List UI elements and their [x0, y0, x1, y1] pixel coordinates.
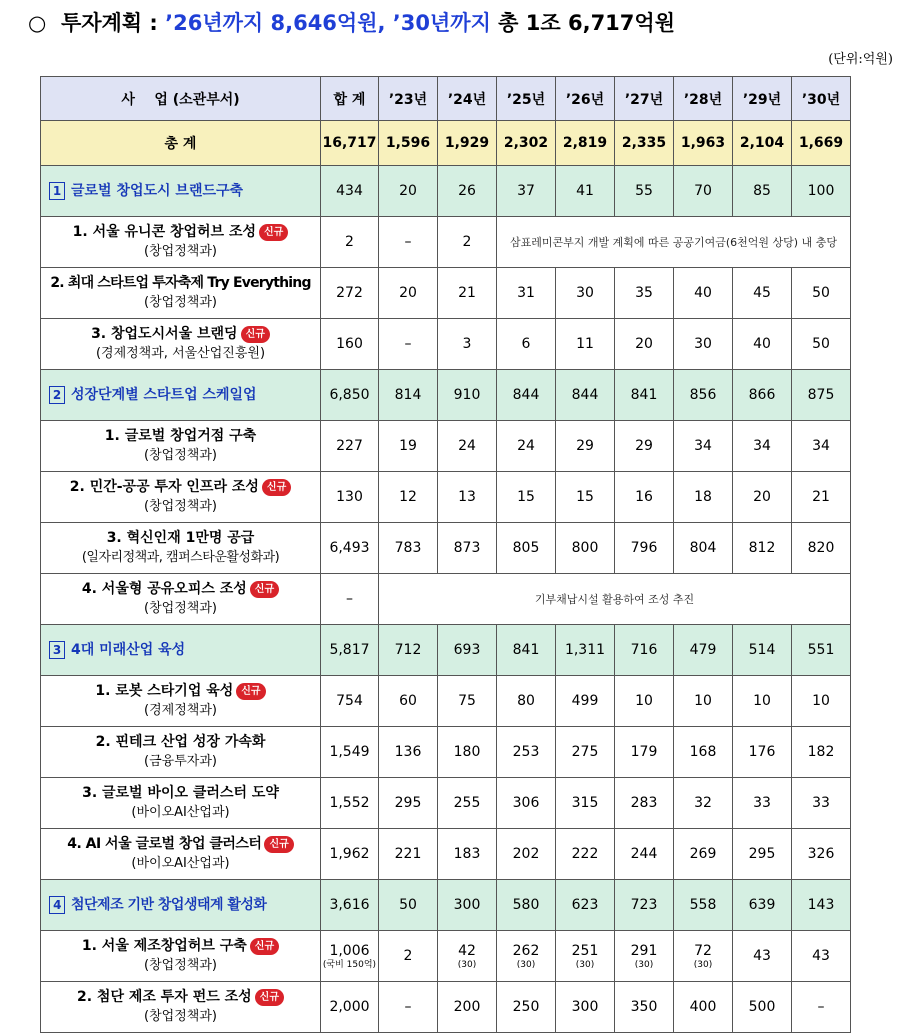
project-value: 12	[379, 472, 438, 523]
header-year: ’30년	[792, 77, 851, 121]
category-value: 479	[674, 625, 733, 676]
category-value: 558	[674, 880, 733, 931]
new-badge: 신규	[255, 989, 284, 1006]
project-dept: (창업정책과)	[144, 601, 217, 616]
category-name: 성장단계별 스타트업 스케일업	[71, 386, 257, 403]
project-value: 804	[674, 523, 733, 574]
header-year: ’27년	[615, 77, 674, 121]
category-total: 3,616	[321, 880, 379, 931]
project-value: 13	[438, 472, 497, 523]
category-name-cell	[41, 370, 321, 421]
category-value: 693	[438, 625, 497, 676]
project-value: 50	[792, 319, 851, 370]
project-value: 43	[792, 931, 851, 982]
new-badge: 신규	[250, 938, 279, 955]
project-value: 168	[674, 727, 733, 778]
category-value: 910	[438, 370, 497, 421]
project-name: 2. 민간-공공 투자 인프라 조성	[69, 479, 259, 495]
table-row	[41, 421, 851, 472]
category-value: 623	[556, 880, 615, 931]
project-total: 1,549	[321, 727, 379, 778]
project-value: 75	[438, 676, 497, 727]
project-value: 295	[733, 829, 792, 880]
project-value	[674, 931, 733, 982]
category-value: 866	[733, 370, 792, 421]
project-dept: (경제정책과)	[144, 703, 217, 718]
project-value	[438, 931, 497, 982]
header-project: 사 업 (소관부서)	[41, 77, 321, 121]
project-value: 45	[733, 268, 792, 319]
project-value-sub: (30)	[516, 959, 536, 970]
unit-label: (단위:억원)	[828, 52, 893, 67]
project-value: 21	[438, 268, 497, 319]
project-name: 2. 첨단 제조 투자 펀드 조성	[77, 989, 252, 1005]
new-badge: 신규	[236, 683, 265, 700]
project-dept: (경제정책과, 서울산업진흥원)	[95, 346, 266, 361]
project-value: 35	[615, 268, 674, 319]
project-value: 15	[497, 472, 556, 523]
table-row	[41, 217, 851, 268]
project-value: 19	[379, 421, 438, 472]
project-value: 300	[556, 982, 615, 1033]
project-value: 3	[438, 319, 497, 370]
table-row	[41, 727, 851, 778]
project-name: 1. 서울 제조창업허브 구축	[81, 938, 247, 954]
project-total: 227	[321, 421, 379, 472]
project-value-sub: (30)	[575, 959, 595, 970]
header-year: ’29년	[733, 77, 792, 121]
project-cell	[41, 778, 321, 829]
category-total: 6,850	[321, 370, 379, 421]
project-value: 50	[792, 268, 851, 319]
project-value: 275	[556, 727, 615, 778]
project-value: 30	[556, 268, 615, 319]
project-cell	[41, 727, 321, 778]
project-total: 1,552	[321, 778, 379, 829]
project-name: 4. 서울형 공유오피스 조성	[81, 581, 247, 597]
project-name: 4. AI 서울 글로벌 창업 클러스터	[67, 836, 262, 852]
project-value-sub: (30)	[634, 959, 654, 970]
project-cell	[41, 217, 321, 268]
project-value: 32	[674, 778, 733, 829]
table-header-row	[41, 77, 851, 121]
project-cell	[41, 829, 321, 880]
project-name: 2. 최대 스타트업 투자축제 Try Everything	[50, 275, 311, 291]
table-row	[41, 472, 851, 523]
grand-total-label: 총 계	[41, 121, 321, 166]
project-value	[379, 931, 438, 982]
project-value: 183	[438, 829, 497, 880]
project-value: 179	[615, 727, 674, 778]
project-note: 삼표레미콘부지 개발 계획에 따른 공공기여금(6천억원 상당) 내 충당	[497, 217, 851, 268]
project-value: 250	[497, 982, 556, 1033]
project-value: 20	[615, 319, 674, 370]
project-value: 20	[379, 268, 438, 319]
category-value: 814	[379, 370, 438, 421]
project-value-main: 291	[630, 942, 658, 959]
category-value: 1,311	[556, 625, 615, 676]
category-name: 4대 미래산업 육성	[71, 641, 186, 658]
category-total: 434	[321, 166, 379, 217]
grand-total-value: 2,819	[556, 121, 615, 166]
project-total: 6,493	[321, 523, 379, 574]
project-value: 812	[733, 523, 792, 574]
grand-total-value: 1,596	[379, 121, 438, 166]
category-name-cell	[41, 625, 321, 676]
project-value: 6	[497, 319, 556, 370]
new-badge: 신규	[259, 224, 288, 241]
table-row	[41, 319, 851, 370]
project-value: 18	[674, 472, 733, 523]
project-value-main: 42	[458, 942, 476, 959]
project-dept: (바이오AI산업과)	[131, 805, 230, 820]
category-value: 551	[792, 625, 851, 676]
project-cell	[41, 931, 321, 982]
bullet: ○	[28, 11, 47, 35]
project-value: 800	[556, 523, 615, 574]
project-value: 221	[379, 829, 438, 880]
project-cell	[41, 472, 321, 523]
project-name: 1. 로봇 스타기업 육성	[95, 683, 234, 699]
project-value: –	[792, 982, 851, 1033]
project-cell	[41, 421, 321, 472]
category-value: 639	[733, 880, 792, 931]
project-dept: (바이오AI산업과)	[131, 856, 230, 871]
project-value: 499	[556, 676, 615, 727]
project-value: 10	[792, 676, 851, 727]
new-badge: 신규	[262, 479, 291, 496]
project-value: 180	[438, 727, 497, 778]
header-total: 합 계	[321, 77, 379, 121]
project-value: 34	[733, 421, 792, 472]
table-row	[41, 931, 851, 982]
category-value: 100	[792, 166, 851, 217]
project-value: 29	[556, 421, 615, 472]
category-name: 첨단제조 기반 창업생태계 활성화	[71, 896, 267, 913]
project-value-sub: (30)	[693, 959, 713, 970]
project-total: –	[321, 574, 379, 625]
project-value: 350	[615, 982, 674, 1033]
project-total: 2,000	[321, 982, 379, 1033]
project-value: 136	[379, 727, 438, 778]
category-value: 26	[438, 166, 497, 217]
category-row	[41, 166, 851, 217]
category-number: 3	[49, 641, 65, 659]
project-value	[497, 931, 556, 982]
project-value: –	[379, 319, 438, 370]
category-value: 20	[379, 166, 438, 217]
table-row	[41, 676, 851, 727]
category-value: 50	[379, 880, 438, 931]
project-dept: (창업정책과)	[144, 958, 217, 973]
category-row	[41, 370, 851, 421]
table-row	[41, 778, 851, 829]
project-value: 34	[674, 421, 733, 472]
header-year: ’24년	[438, 77, 497, 121]
category-value: 716	[615, 625, 674, 676]
title-highlight-2030: ’30년까지	[392, 11, 491, 35]
page-title	[28, 6, 675, 40]
title-highlight-2026: ’26년까지 8,646억원,	[165, 11, 386, 35]
project-name: 1. 글로벌 창업거점 구축	[104, 428, 257, 444]
project-value: 10	[615, 676, 674, 727]
project-value: 20	[733, 472, 792, 523]
project-value: 10	[674, 676, 733, 727]
category-value: 712	[379, 625, 438, 676]
project-value-main: 2	[403, 948, 413, 964]
project-value: 182	[792, 727, 851, 778]
category-value: 514	[733, 625, 792, 676]
project-value: 24	[497, 421, 556, 472]
header-year: ’26년	[556, 77, 615, 121]
table-row	[41, 268, 851, 319]
category-value: 723	[615, 880, 674, 931]
project-total: 130	[321, 472, 379, 523]
project-value: 40	[733, 319, 792, 370]
category-total: 5,817	[321, 625, 379, 676]
investment-table	[40, 76, 851, 1033]
grand-total-value: 1,963	[674, 121, 733, 166]
project-dept: (창업정책과)	[144, 448, 217, 463]
project-value: 21	[792, 472, 851, 523]
project-dept: (창업정책과)	[144, 244, 217, 259]
project-value-main: 251	[571, 942, 599, 959]
project-dept: (창업정책과)	[144, 1009, 217, 1024]
project-value: 400	[674, 982, 733, 1033]
project-value: 40	[674, 268, 733, 319]
project-value	[615, 931, 674, 982]
project-cell	[41, 982, 321, 1033]
category-number: 1	[49, 182, 65, 200]
grand-total-value: 2,104	[733, 121, 792, 166]
project-value-main: 72	[694, 942, 712, 959]
header-year: ’28년	[674, 77, 733, 121]
project-total: 160	[321, 319, 379, 370]
project-total-value: 1,006	[329, 942, 370, 959]
project-value	[556, 931, 615, 982]
new-badge: 신규	[241, 326, 270, 343]
category-value: 143	[792, 880, 851, 931]
project-value: –	[379, 982, 438, 1033]
project-value: 31	[497, 268, 556, 319]
project-value: 202	[497, 829, 556, 880]
project-total	[321, 931, 379, 982]
project-value: 306	[497, 778, 556, 829]
category-value: 70	[674, 166, 733, 217]
project-value: 326	[792, 829, 851, 880]
new-badge: 신규	[250, 581, 279, 598]
project-note: 기부채납시설 활용하여 조성 추진	[379, 574, 851, 625]
project-value: 244	[615, 829, 674, 880]
category-name-cell	[41, 880, 321, 931]
project-value: –	[379, 217, 438, 268]
table-row	[41, 982, 851, 1033]
project-value: 500	[733, 982, 792, 1033]
project-value: 269	[674, 829, 733, 880]
header-year: ’25년	[497, 77, 556, 121]
category-value: 841	[497, 625, 556, 676]
project-cell	[41, 574, 321, 625]
project-dept: (창업정책과)	[144, 499, 217, 514]
grand-total-value: 1,669	[792, 121, 851, 166]
project-value-main: 262	[512, 942, 540, 959]
category-number: 2	[49, 386, 65, 404]
project-value: 33	[792, 778, 851, 829]
category-value: 875	[792, 370, 851, 421]
category-value: 844	[556, 370, 615, 421]
title-label: 투자계획 :	[60, 11, 158, 35]
project-total: 2	[321, 217, 379, 268]
project-value: 176	[733, 727, 792, 778]
project-value: 16	[615, 472, 674, 523]
category-value: 856	[674, 370, 733, 421]
project-value: 283	[615, 778, 674, 829]
category-value: 41	[556, 166, 615, 217]
project-value: 80	[497, 676, 556, 727]
category-row	[41, 880, 851, 931]
project-value: 33	[733, 778, 792, 829]
project-value: 295	[379, 778, 438, 829]
header-year: ’23년	[379, 77, 438, 121]
project-total-sub: (국비 150억)	[322, 959, 377, 970]
new-badge: 신규	[264, 836, 293, 853]
category-value: 85	[733, 166, 792, 217]
category-name: 글로벌 창업도시 브랜드구축	[71, 182, 244, 199]
category-number: 4	[49, 896, 65, 914]
category-value: 37	[497, 166, 556, 217]
project-cell	[41, 319, 321, 370]
project-value: 24	[438, 421, 497, 472]
project-name: 3. 글로벌 바이오 클러스터 도약	[82, 785, 279, 801]
project-value: 805	[497, 523, 556, 574]
grand-total-value: 2,335	[615, 121, 674, 166]
project-name: 3. 창업도시서울 브랜딩	[91, 326, 238, 342]
category-value: 55	[615, 166, 674, 217]
project-cell	[41, 268, 321, 319]
category-value: 580	[497, 880, 556, 931]
project-dept: (창업정책과)	[144, 295, 217, 310]
category-row	[41, 625, 851, 676]
project-value: 315	[556, 778, 615, 829]
project-name: 2. 핀테크 산업 성장 가속화	[95, 734, 266, 750]
project-value: 2	[438, 217, 497, 268]
project-value: 255	[438, 778, 497, 829]
project-dept: (일자리정책과, 캠퍼스타운활성화과)	[81, 550, 280, 565]
table-row	[41, 574, 851, 625]
project-value: 222	[556, 829, 615, 880]
project-cell	[41, 676, 321, 727]
table-row	[41, 523, 851, 574]
project-value: 34	[792, 421, 851, 472]
category-name-cell	[41, 166, 321, 217]
project-value: 820	[792, 523, 851, 574]
project-dept: (금융투자과)	[144, 754, 217, 769]
project-total: 754	[321, 676, 379, 727]
table-row	[41, 829, 851, 880]
project-cell	[41, 523, 321, 574]
grand-total-value: 2,302	[497, 121, 556, 166]
project-value: 783	[379, 523, 438, 574]
category-value: 300	[438, 880, 497, 931]
project-value: 43	[733, 931, 792, 982]
project-value: 200	[438, 982, 497, 1033]
project-value: 29	[615, 421, 674, 472]
project-name: 3. 혁신인재 1만명 공급	[106, 530, 255, 546]
project-value: 873	[438, 523, 497, 574]
category-value: 841	[615, 370, 674, 421]
project-value: 253	[497, 727, 556, 778]
project-value: 796	[615, 523, 674, 574]
project-value-sub: (30)	[457, 959, 477, 970]
project-name: 1. 서울 유니콘 창업허브 조성	[72, 224, 256, 240]
project-total: 1,962	[321, 829, 379, 880]
project-value: 15	[556, 472, 615, 523]
grand-total-value: 1,929	[438, 121, 497, 166]
project-value: 30	[674, 319, 733, 370]
project-value: 11	[556, 319, 615, 370]
project-value: 60	[379, 676, 438, 727]
title-total: 총 1조 6,717억원	[498, 11, 675, 35]
grand-total-sum: 16,717	[321, 121, 379, 166]
project-total: 272	[321, 268, 379, 319]
project-value: 10	[733, 676, 792, 727]
grand-total-row	[41, 121, 851, 166]
category-value: 844	[497, 370, 556, 421]
